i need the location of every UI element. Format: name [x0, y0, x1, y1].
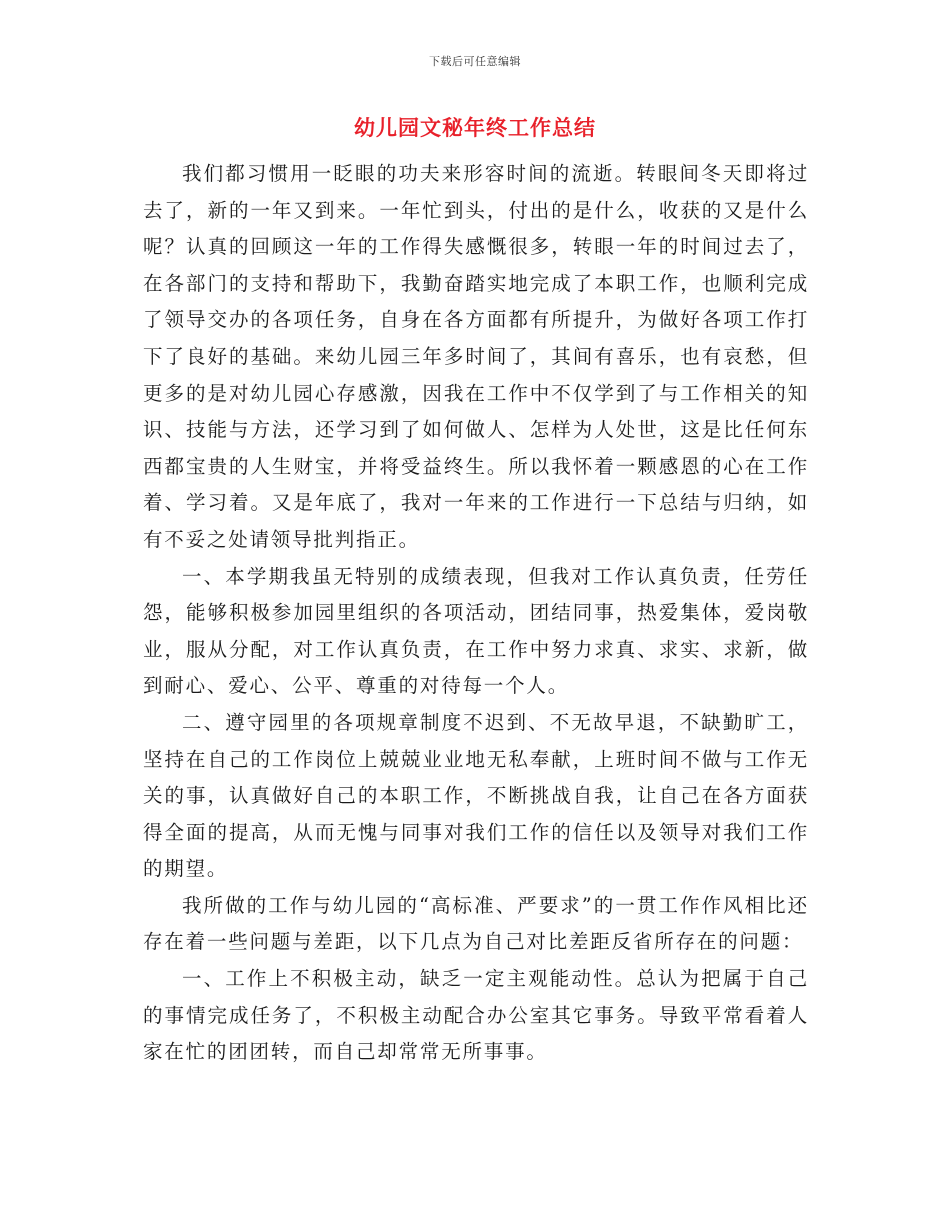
- paragraph-problems-intro: 我所做的工作与幼儿园的“高标准、严要求”的一贯工作作风相比还存在着一些问题与差距，以下几点为自己对比差距反省所存在的问题：: [143, 893, 809, 954]
- document-body: [143, 156, 809, 1071]
- paragraph-point-2: 二、遵守园里的各项规章制度不迟到、不无故早退，不缺勤旷工，坚持在自己的工作岗位上兢兢业业地无私奉献，上班时间不做与工作无关的事，认真做好自己的本职工作，不断挑战自我，让自己在各方面获得全面的提高，从而无愧与同事对我们工作的信任以及领导对我们工作的期望。: [143, 710, 809, 881]
- document-title: 幼儿园文秘年终工作总结: [354, 115, 596, 140]
- paragraph-intro: 我们都习惯用一眨眼的功夫来形容时间的流逝。转眼间冬天即将过去了，新的一年又到来。一年忙到头，付出的是什么，收获的又是什么呢？认真的回顾这一年的工作得失感慨很多，转眼一年的时间过去了，在各部门的支持和帮助下，我勤奋踏实地完成了本职工作，也顺利完成了领导交办的各项任务，自身在各方面都有所提升，为做好各项工作打下了良好的基础。来幼儿园三年多时间了，其间有喜乐，也有哀愁，但更多的是对幼儿园心存感激，因我在工作中不仅学到了与工作相关的知识、技能与方法，还学习到了如何做人、怎样为人处世，这是比任何东西都宝贵的人生财宝，并将受益终生。所以我怀着一颗感恩的心在工作着、学习着。又是年底了，我对一年来的工作进行一下总结与归纳，如有不妥之处请领导批判指正。: [143, 162, 809, 551]
- paragraph-point-1: 一、本学期我虽无特别的成绩表现，但我对工作认真负责，任劳任怨，能够积极参加园里组织的各项活动，团结同事，热爱集体，爱岗敬业，服从分配，对工作认真负责，在工作中努力求真、求实、求新，做到耐心、爱心、公平、尊重的对待每一个人。: [143, 564, 809, 698]
- paragraph-problem-1: 一、工作上不积极主动，缺乏一定主观能动性。总认为把属于自己的事情完成任务了，不积极主动配合办公室其它事务。导致平常看着人家在忙的团团转，而自己却常常无所事事。: [143, 967, 809, 1064]
- header-note: 下载后可任意编辑: [429, 55, 521, 68]
